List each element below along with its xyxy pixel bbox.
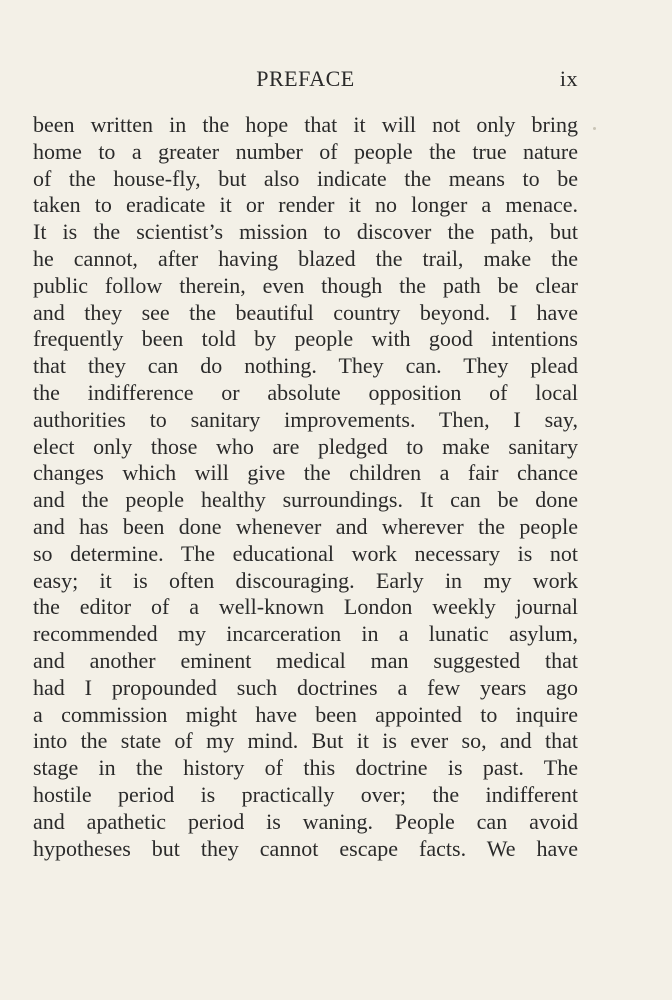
text-line: a commission might have been appointed to inquire <box>33 701 578 727</box>
text-line: taken to eradicate it or render it no longer a menace. <box>33 192 578 218</box>
text-line: and another eminent medical man suggested that <box>33 647 578 673</box>
text-line: It is the scientist’s mission to discover the path, but <box>33 219 578 245</box>
text-line: and the people healthy surroundings. It can be done <box>33 487 578 513</box>
page-number: ix <box>559 66 578 91</box>
text-line: into the state of my mind. But it is ever so, and that <box>33 728 578 754</box>
text-line: authorities to sanitary improvements. Then, I say, <box>33 406 578 432</box>
text-line: frequently been told by people with good intentions <box>33 326 578 352</box>
text-line: of the house-fly, but also indicate the means to be <box>33 165 578 191</box>
text-line: so determine. The educational work necessary is not <box>33 540 578 566</box>
text-line: and apathetic period is waning. People can avoid <box>33 808 578 834</box>
body-text <box>33 112 578 862</box>
text-line: easy; it is often discouraging. Early in my work <box>33 567 578 593</box>
text-line: stage in the history of this doctrine is past. The <box>33 755 578 781</box>
text-line: the indifference or absolute opposition of local <box>33 379 578 405</box>
text-line: hypotheses but they cannot escape facts. We have <box>33 835 578 861</box>
text-line: he cannot, after having blazed the trail, make the <box>33 245 578 271</box>
text-line: changes which will give the children a fair chance <box>33 460 578 486</box>
text-line: elect only those who are pledged to make sanitary <box>33 433 578 459</box>
text-line: recommended my incarceration in a lunatic asylum, <box>33 621 578 647</box>
text-line: and they see the beautiful country beyond. I have <box>33 299 578 325</box>
text-line: had I propounded such doctrines a few years ago <box>33 674 578 700</box>
text-line: hostile period is practically over; the indifferent <box>33 781 578 807</box>
text-line: the editor of a well-known London weekly journal <box>33 594 578 620</box>
running-head <box>33 66 578 94</box>
text-line: public follow therein, even though the path be clear <box>33 272 578 298</box>
text-line: that they can do nothing. They can. They plead <box>33 353 578 379</box>
running-title: PREFACE <box>256 66 355 91</box>
paper-speck <box>593 127 596 130</box>
text-line: and has been done whenever and wherever the people <box>33 513 578 539</box>
text-line: been written in the hope that it will not only bring <box>33 112 578 137</box>
text-line: home to a greater number of people the true nature <box>33 138 578 164</box>
